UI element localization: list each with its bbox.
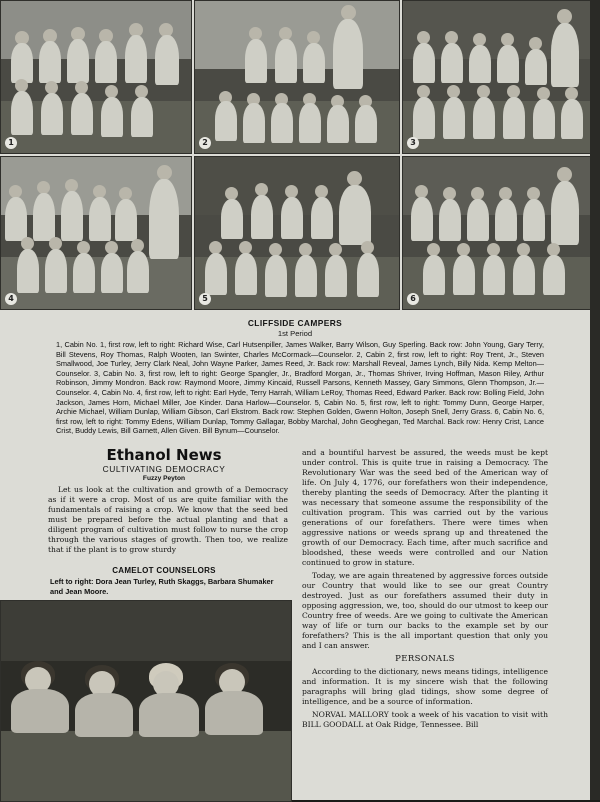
article-paragraph: and a bountiful harvest be assured, the weeds must be kept under control. This is quite true in raising a Democracy. The Revolutionary War was the seed bed of the American way of life. On July 4, 1776, our forefathers won their independence, thereby planting the seeds of Democracy. After the planting it was necessary that someone assume the responsibility of the cultivation program. This was carried out by the various generations of our forefathers. There were times when aggressive nations or weeds sprang up and threatened the growth of our Democracy. Each time, after much sacrifice and bloodshed, these weeds were controlled and our Nation continued to grow in stature. (302, 448, 548, 567)
left-column (48, 485, 288, 558)
caption-title: CLIFFSIDE CAMPERS (247, 318, 343, 328)
article-paragraph: NORVAL MALLORY took a week of his vacation to visit with BILL GOODALL at Oak Ridge, Tennessee. Bill (302, 710, 548, 729)
counselors-title: CAMELOT COUNSELORS (112, 566, 216, 575)
camp-photo-3 (402, 0, 592, 154)
right-column (302, 448, 548, 733)
counselors-caption: Left to right: Dora Jean Turley, Ruth Skaggs, Barbara Shumaker and Jean Moore. (50, 577, 274, 596)
photo-number: 2 (199, 137, 211, 149)
counselors-photo (0, 600, 292, 802)
personals-heading: PERSONALS (395, 654, 455, 664)
photo-number: 3 (407, 137, 419, 149)
camp-photo-2 (194, 0, 400, 154)
article-paragraph: Today, we are again threatened by aggressive forces outside our Country that would like to see our great Country destroyed. Just as our forefathers assumed their duty in opposing aggression, we, too, should do our utmost to keep our Country free of weeds. Are we going to cultivate the American way of life or turn our backs to the example set by our forefathers? This is the all important question that only you and I can answer. (302, 571, 548, 650)
article-title: CULTIVATING DEMOCRACY (102, 464, 226, 474)
article-author: Fuzzy Peyton (142, 475, 186, 482)
masthead: Ethanol News (106, 446, 222, 464)
camp-photo-6 (402, 156, 592, 310)
article-paragraph: According to the dictionary, news means tidings, intelligence and information. It is my sincere wish that the following paragraphs will bring glad tidings, show some degree of intelligence, and be a source of information. (302, 667, 548, 706)
caption-body: 1, Cabin No. 1, first row, left to right: Richard Wise, Carl Hutsenpiller, James Walker, Barry Wilson, Guy Sperling. Back row: John Young, Gary Terry, Bill Stevens, Roy Thomas, Ralph Wooten, Ian Swinter, Charles McCormack—Counselor. 2, Cabin 2, first row, left to right: Roy Trent, Jr., Steven Smallwood, Joe Turley, Jerry Clark Neal, John Wayne Parker, James Reed, Jr. Back row: Marshall Reveal, James Lynch, Billy Nida. Kemp Melton—Counselor. 3, Cabin No. 3, first row, left to right: George Spangler, Jr., Bradford Morgan, Jr., Thomas Shriver, Irving Hoffman, Mason Riley, Arthur Robinson, Jimmy Mondron. Back row: Raymond Moore, Jimmy Kincaid, Russell Parsons, Kenneth Massey, Gary Simmons, Glenn Thompson, Jr.—Counselor. 4, Cabin No. 4, first row, left to right: Earl Hyde, Terry Harrah, William LeRoy, Thomas Reed, Edward Parker. Back row: Bolling Field, John Jackson, James Horn, Michael Miller, Joe Kinder. Dana Harlow—Counselor. 5, Cabin No. 5, first row, left to right: Tommy Dunn, George Harper, Archie Michael, William Dunlap, William Gibson, Carl Ekstrom. Back row: Stephen Golden, Gwenn Holton, Joseph Snell, Jerry Grass. 6, Cabin No. 6, first row, left to right: Tommy Edens, William Dunlap, Tommy Gallagar, Bobby Marchal, John Geoghegan, Ted Marchal. Back row: Henry Crist, Lance Crist, Buddy Lewis, Bill Garnett, Allen Given. Bill Bynum—Counselor. (56, 340, 544, 436)
camp-photo-4 (0, 156, 192, 310)
camp-photo-5 (194, 156, 400, 310)
photo-number: 6 (407, 293, 419, 305)
article-paragraph: Let us look at the cultivation and growth of a Democracy as if it were a crop. Most of us are quite familiar with the fundamentals of raising a crop. We know that the seed bed must be prepared before the actual planting and that a diligent program of cultivation must follow to nurse the crop through the various stages of growth. Then too, we realize that if the plant is to grow sturdy (48, 485, 288, 554)
photo-number: 4 (5, 293, 17, 305)
page-edge (590, 0, 600, 800)
photo-number: 1 (5, 137, 17, 149)
photo-number: 5 (199, 293, 211, 305)
caption-period: 1st Period (277, 329, 313, 338)
camp-photo-1 (0, 0, 192, 154)
